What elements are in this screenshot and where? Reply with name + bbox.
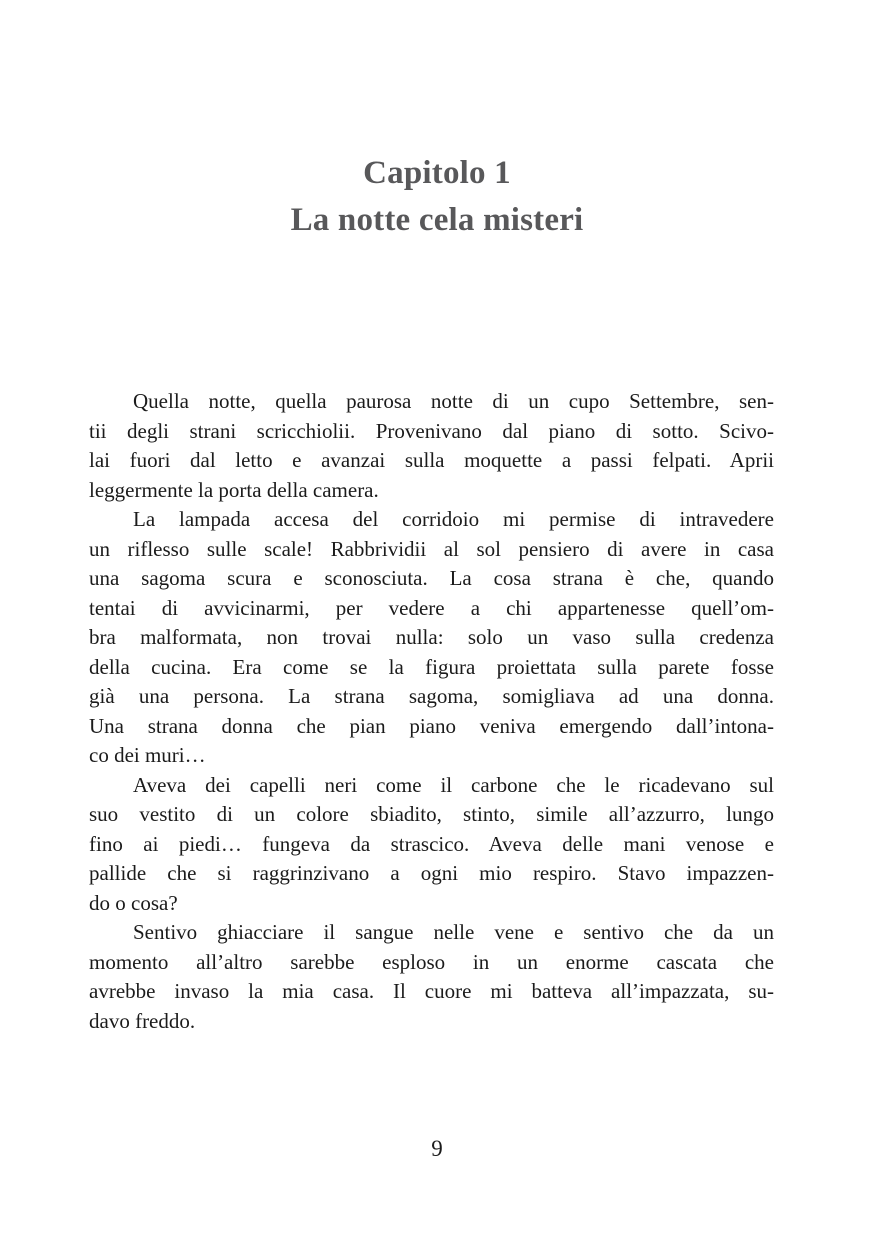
text-line: tii degli strani scricchiolii. Provenivano dal piano di sotto. Scivo- (89, 418, 774, 443)
paragraph (89, 505, 774, 771)
text-line: do o cosa? (89, 890, 178, 915)
page-number: 9 (431, 1136, 443, 1161)
text-line: lai fuori dal letto e avanzai sulla moquette a passi felpati. Aprii (89, 448, 774, 472)
text-line: Una strana donna che pian piano veniva emergendo dall’intona- (89, 713, 774, 738)
text-line: Aveva dei capelli neri come il carbone che le ricadevano sul (133, 772, 774, 797)
paragraph (89, 918, 774, 1036)
text-line: momento all’altro sarebbe esploso in un enorme cascata che (89, 949, 774, 974)
text-line: una sagoma scura e sconosciuta. La cosa strana è che, quando (89, 566, 774, 590)
chapter-label: Capitolo 1 (363, 155, 511, 191)
text-line: bra malformata, non trovai nulla: solo un vaso sulla credenza (89, 625, 774, 649)
text-line: Sentivo ghiacciare il sangue nelle vene e sentivo che da un (133, 920, 774, 944)
text-line: davo freddo. (89, 1008, 196, 1033)
text-line: suo vestito di un colore sbiadito, stinto, simile all’azzurro, lungo (89, 802, 774, 826)
text-line: leggermente la porta della camera. (89, 477, 379, 502)
text-line: fino ai piedi… fungeva da strascico. Aveva delle mani venose e (89, 831, 774, 856)
body-text (89, 387, 774, 1036)
chapter-heading (0, 150, 874, 244)
text-line: pallide che si raggrinzivano a ogni mio respiro. Stavo impazzen- (89, 861, 774, 885)
paragraph (89, 387, 774, 505)
paragraph (89, 771, 774, 919)
chapter-title: La notte cela misteri (290, 202, 584, 238)
text-line: Quella notte, quella paurosa notte di un cupo Settembre, sen- (133, 389, 774, 413)
text-line: già una persona. La strana sagoma, somigliava ad una donna. (89, 684, 774, 708)
text-line: della cucina. Era come se la figura proiettata sulla parete fosse (89, 654, 774, 679)
text-line: La lampada accesa del corridoio mi permise di intravedere (133, 507, 774, 531)
text-line: avrebbe invaso la mia casa. Il cuore mi batteva all’impazzata, su- (89, 979, 774, 1003)
text-line: un riflesso sulle scale! Rabbrividii al sol pensiero di avere in casa (89, 536, 774, 561)
text-line: co dei muri… (89, 743, 206, 767)
text-line: tentai di avvicinarmi, per vedere a chi appartenesse quell’om- (89, 595, 774, 620)
